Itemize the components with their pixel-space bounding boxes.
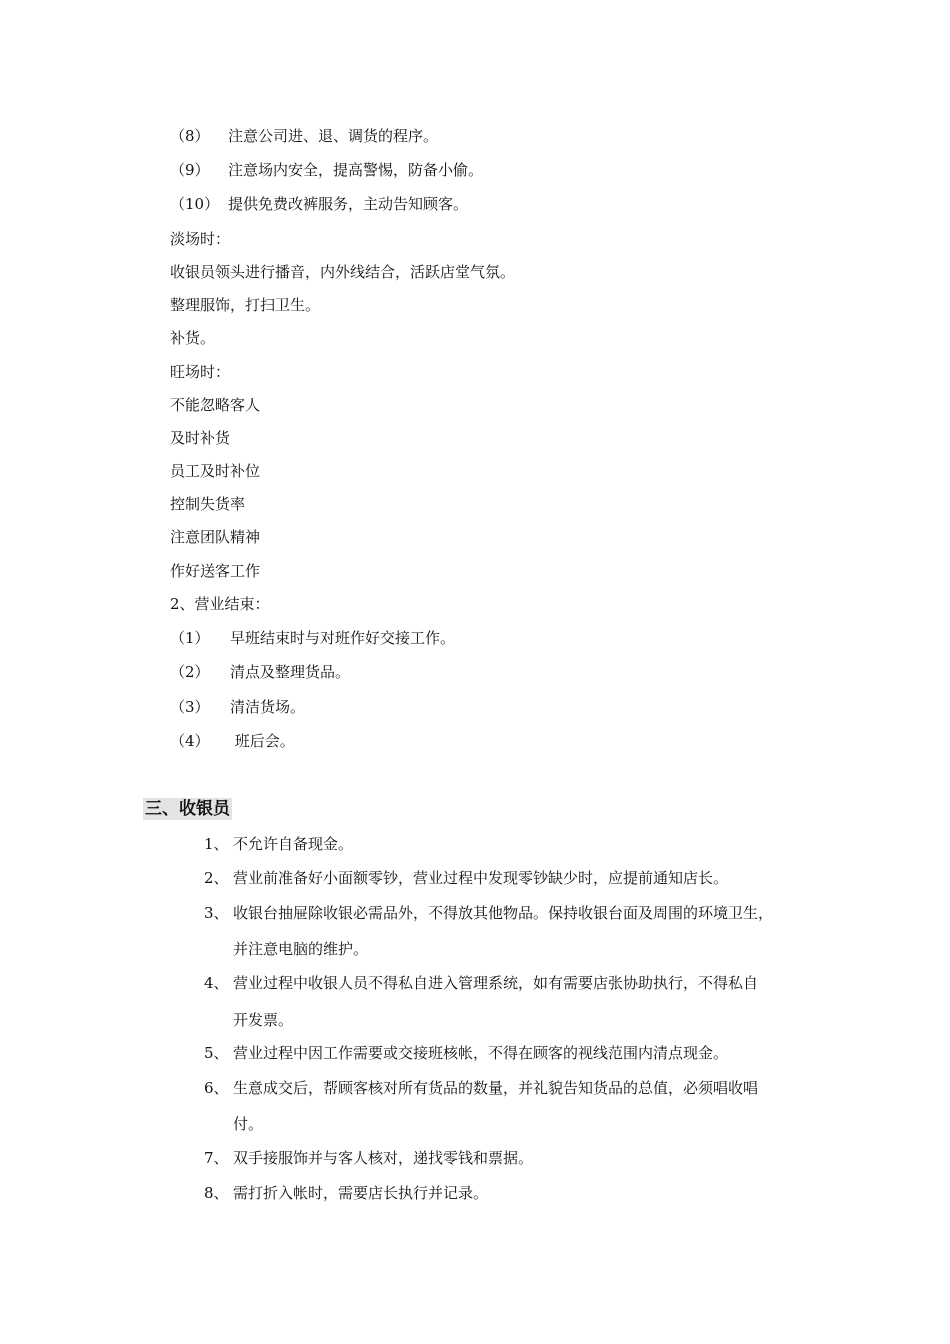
item-text: 营业过程中收银人员不得私自进入管理系统，如有需要店张协助执行，不得私自 [233, 974, 759, 992]
busy-line: 不能忽略客人 [170, 396, 261, 414]
item-number: 8、 [204, 1184, 229, 1202]
item-number: 5、 [204, 1044, 229, 1062]
item-number: 1、 [204, 835, 229, 853]
closing-item [170, 731, 295, 751]
cashier-item [204, 1183, 488, 1203]
busy-title: 旺场时： [170, 363, 231, 381]
closing-item [170, 697, 305, 717]
cashier-item [204, 834, 353, 854]
item-text: 注意场内安全，提高警惕，防备小偷。 [228, 161, 484, 179]
item-continuation: 并注意电脑的维护。 [233, 940, 369, 958]
slack-title: 淡场时： [170, 230, 231, 248]
cashier-item [204, 973, 758, 993]
closing-item [170, 662, 350, 682]
item-text: 营业前准备好小面额零钞，营业过程中发现零钞缺少时，应提前通知店长。 [233, 869, 729, 887]
cashier-item [204, 1043, 728, 1063]
busy-line: 作好送客工作 [170, 562, 261, 580]
opening-item [170, 126, 438, 146]
opening-item [170, 160, 483, 180]
cashier-item [204, 903, 773, 923]
item-number: （9） [170, 161, 210, 179]
item-text: 班后会。 [230, 732, 295, 750]
item-number: 6、 [204, 1079, 229, 1097]
cashier-item [204, 868, 728, 888]
closing-title: 2、营业结束： [170, 595, 270, 613]
item-text: 早班结束时与对班作好交接工作。 [230, 629, 456, 647]
slack-line: 收银员领头进行播音，内外线结合，活跃店堂气氛。 [170, 263, 516, 281]
item-number: 3、 [204, 904, 229, 922]
item-number: 4、 [204, 974, 229, 992]
item-text: 不允许自备现金。 [233, 835, 354, 853]
item-number: （3） [170, 698, 210, 716]
closing-item [170, 628, 455, 648]
item-text: 收银台抽屉除收银必需品外，不得放其他物品。保持收银台面及周围的环境卫生， [233, 904, 774, 922]
item-text: 提供免费改裤服务，主动告知顾客。 [228, 195, 469, 213]
item-continuation: 付。 [233, 1115, 264, 1133]
item-text: 需打折入帐时，需要店长执行并记录。 [233, 1184, 489, 1202]
busy-line: 注意团队精神 [170, 528, 261, 546]
item-number: （1） [170, 629, 210, 647]
slack-line: 补货。 [170, 329, 216, 347]
item-text: 注意公司进、退、调货的程序。 [228, 127, 439, 145]
item-text: 营业过程中因工作需要或交接班核帐，不得在顾客的视线范围内清点现金。 [233, 1044, 729, 1062]
item-number: （2） [170, 663, 210, 681]
busy-line: 及时补货 [170, 429, 231, 447]
busy-line: 控制失货率 [170, 495, 246, 513]
item-text: 清点及整理货品。 [230, 663, 351, 681]
item-text: 清洁货场。 [230, 698, 306, 716]
item-number: （4） [170, 732, 210, 750]
item-number: （8） [170, 127, 210, 145]
slack-line: 整理服饰，打扫卫生。 [170, 296, 321, 314]
busy-line: 员工及时补位 [170, 462, 261, 480]
item-continuation: 开发票。 [233, 1011, 294, 1029]
item-number: 2、 [204, 869, 229, 887]
opening-item [170, 194, 468, 214]
item-text: 生意成交后，帮顾客核对所有货品的数量，并礼貌告知货品的总值，必须唱收唱 [233, 1079, 759, 1097]
item-number: （10） [170, 195, 220, 213]
cashier-item [204, 1078, 758, 1098]
item-text: 双手接服饰并与客人核对，递找零钱和票据。 [233, 1149, 534, 1167]
section-heading: 三、收银员 [145, 799, 230, 819]
item-number: 7、 [204, 1149, 229, 1167]
cashier-item [204, 1148, 533, 1168]
